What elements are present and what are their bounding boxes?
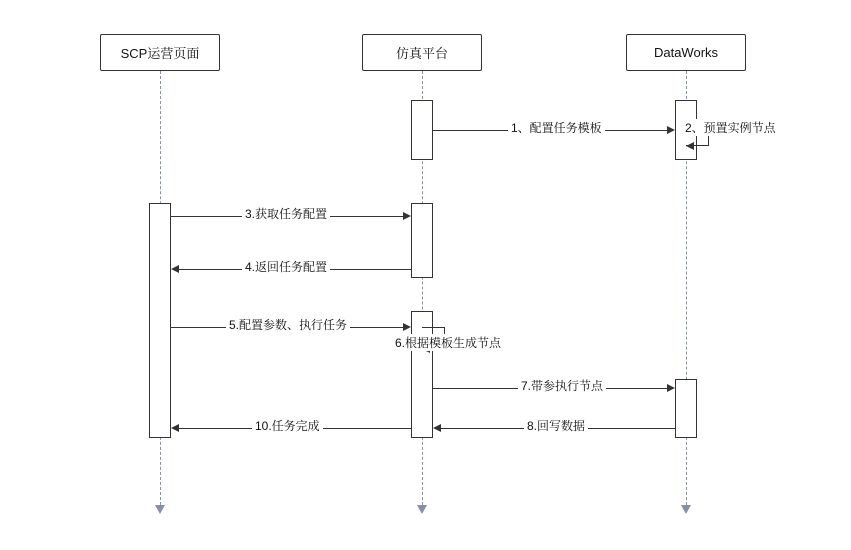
message-arrow-1 [667, 126, 675, 134]
actor-label-scp: SCP运营页面 [120, 46, 200, 61]
message-label-2: 2、预置实例节点 [682, 119, 779, 136]
lifeline-arrow-sim [417, 505, 427, 514]
message-label-5: 5.配置参数、执行任务 [226, 316, 350, 333]
message-arrow-7 [667, 384, 675, 392]
message-arrow-3 [403, 212, 411, 220]
message-label-8: 8.回写数据 [524, 417, 588, 434]
message-arrow-4 [171, 265, 179, 273]
activation-sim-2 [411, 203, 433, 278]
self-message-arrow-2 [686, 142, 694, 150]
message-arrow-10 [171, 424, 179, 432]
message-label-10: 10.任务完成 [252, 417, 323, 434]
actor-label-dataworks: DataWorks [653, 45, 719, 60]
message-label-3: 3.获取任务配置 [242, 205, 330, 222]
activation-sim-1 [411, 100, 433, 160]
message-label-4: 4.返回任务配置 [242, 258, 330, 275]
message-label-1: 1、配置任务模板 [508, 119, 605, 136]
message-label-7: 7.带参执行节点 [518, 377, 606, 394]
actor-box-scp[interactable] [100, 34, 220, 71]
activation-dataworks-2 [675, 379, 697, 438]
actor-box-dataworks[interactable] [626, 34, 746, 71]
lifeline-arrow-dataworks [681, 505, 691, 514]
lifeline-arrow-scp [155, 505, 165, 514]
message-arrow-8 [433, 424, 441, 432]
message-arrow-5 [403, 323, 411, 331]
activation-scp-main [149, 203, 171, 438]
actor-label-sim: 仿真平台 [395, 46, 448, 61]
actor-box-sim[interactable] [362, 34, 482, 71]
message-label-6: 6.根据模板生成节点 [392, 334, 504, 351]
